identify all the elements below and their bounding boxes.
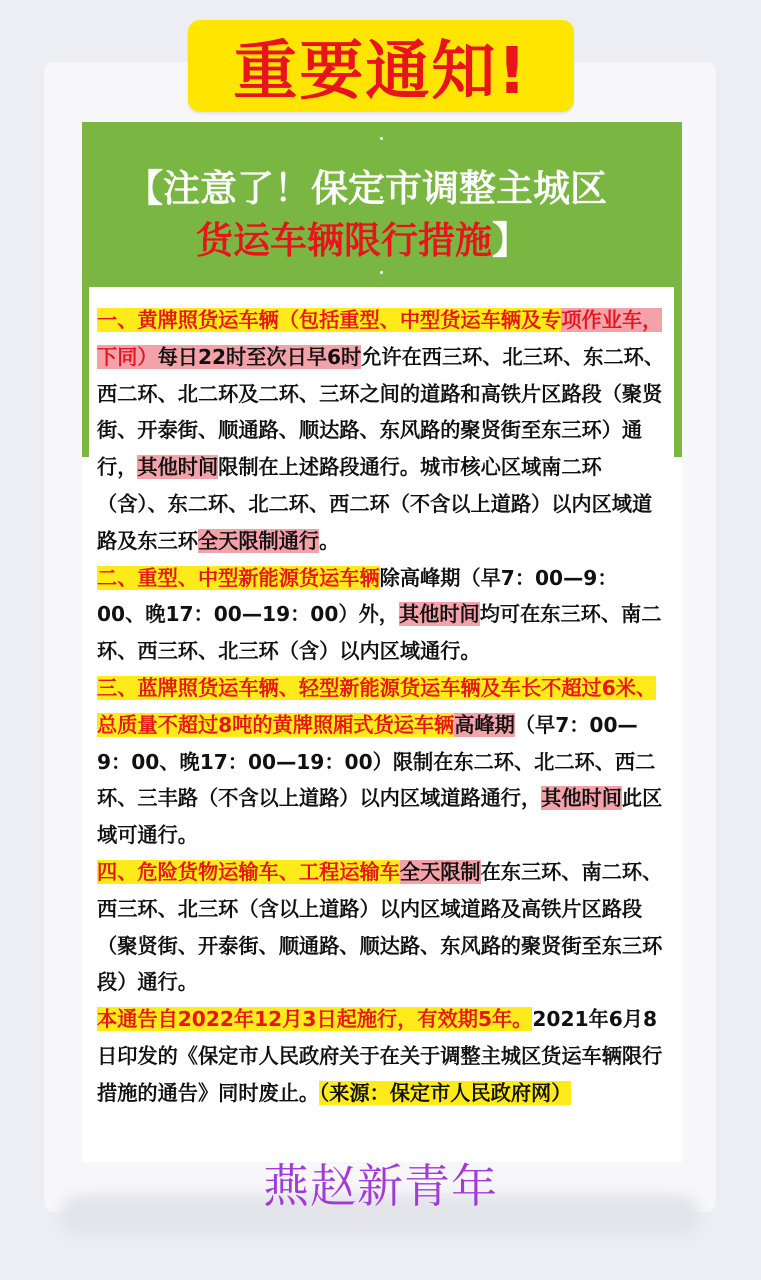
section-1-all-day: 全天限制通行 xyxy=(197,528,320,553)
effective-date: 本通告自2022年12月3日起施行，有效期5年。 xyxy=(97,1007,533,1032)
headline-bracket: 】 xyxy=(492,219,529,262)
section-1-end: 。 xyxy=(319,528,340,553)
watermark-text: 燕赵新青年 xyxy=(263,1159,498,1213)
section-2-heading: 二、重型、中型新能源货运车辆 xyxy=(97,565,380,590)
section-3-heading-cont: 过6米、总质量不超过8吨的黄牌照厢式货运车辆 xyxy=(97,675,657,737)
section-3-heading: 三、蓝牌照货运车辆、轻型新能源货运车辆及车长不超 xyxy=(97,675,582,700)
section-1-heading: 一、黄牌照货运车辆（包括重型、中型货运车辆及专 xyxy=(97,308,562,332)
section-4 xyxy=(97,854,665,1001)
page-title: 重要通知! xyxy=(188,20,574,112)
section-4-text: 在东三环、南二环、西三环、北三环（含以上道路）以内区域道路及高铁片区路段（聚贤街、开泰街、顺通路、顺达路、东风路的聚贤街至东三环段）通行。 xyxy=(97,859,663,995)
effective-notice xyxy=(97,1001,665,1111)
section-3 xyxy=(97,670,665,854)
section-2-other-time: 其他时间 xyxy=(398,602,480,627)
section-4-heading: 四、危险货物运输车、工程运输车 xyxy=(97,859,400,884)
header-band-side-left xyxy=(82,287,89,457)
header-band-side-right xyxy=(674,287,682,457)
section-3-text-2: 此区域可通行。 xyxy=(97,786,663,848)
section-2-text-2: 均可在东三环、南二环、西三环、北三环（含）以内区域通行。 xyxy=(97,602,662,664)
headline-line-1: 【注意了！保定市调整主城区 xyxy=(126,167,607,210)
notice-body xyxy=(97,302,665,1112)
section-1-heading-cont: 项作业车，下同） xyxy=(97,308,663,369)
headline-line-2 xyxy=(196,210,596,264)
headline-red-text: 货运车辆限行措施 xyxy=(196,219,492,262)
section-3-other-time: 其他时间 xyxy=(541,786,622,811)
section-3-peak: 高峰期 xyxy=(454,712,515,737)
section-2-text: 除高峰期（早7：00—9：00、晚17：00—19：00）外， xyxy=(97,565,618,627)
section-2 xyxy=(97,560,665,670)
decor-dot xyxy=(380,271,383,274)
section-1 xyxy=(97,302,665,560)
repeal-text: 2021年6月8日印发的《保定市人民政府关于在关于调整主城区货运车辆限行措施的通告》同时废止。 xyxy=(97,1007,663,1105)
decor-dot xyxy=(380,137,383,140)
section-1-other-time: 其他时间 xyxy=(137,455,219,480)
section-4-all-day: 全天限制 xyxy=(399,859,481,884)
section-1-text-2: 限制在上述路段通行。城市核心区域南二环（含）、东二环、北二环、西二环（不含以上道路）以内区域道路及东三环 xyxy=(97,455,653,553)
section-1-time: 每日22时至次日早6时 xyxy=(157,344,362,369)
section-3-text: （早7：00—9：00、晚17：00—19：00）限制在东二环、北二环、西二环、三丰路（不含以上道路）以内区域道路通行， xyxy=(97,712,656,811)
source-text: （来源：保定市人民政府网） xyxy=(319,1080,572,1105)
section-1-text: 允许在西三环、北三环、东二环、西二环、北二环及二环、三环之间的道路和高铁片区路段（聚贤街、开泰街、顺通路、顺达路、东风路的聚贤街至东三环）通行， xyxy=(97,344,665,480)
